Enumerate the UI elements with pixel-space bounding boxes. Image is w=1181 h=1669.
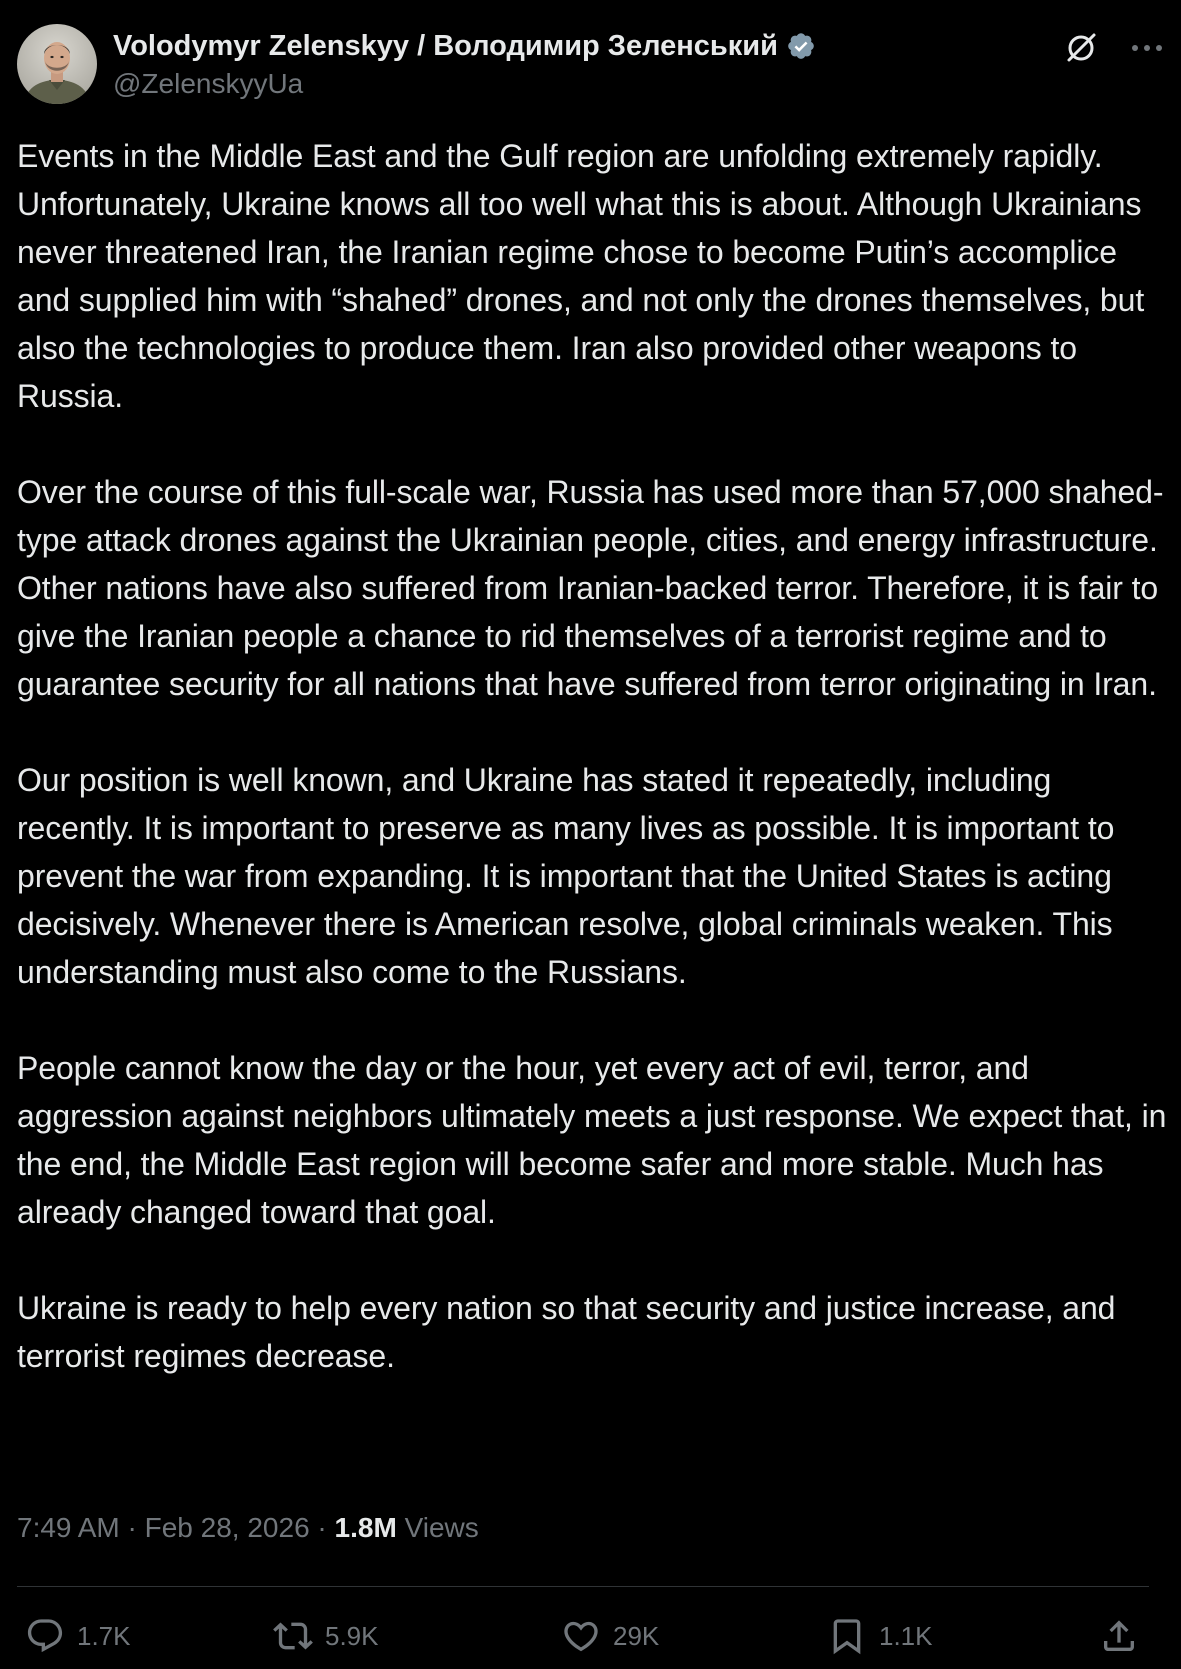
tweet-paragraph: Events in the Middle East and the Gulf region are unfolding extremely rapidly. Unfortunately, Ukraine knows all too well what this is about. Although Ukrainians never threatened Iran, the Iranian regime chose to become Putin’s accomplice and supplied him with “shahed” drones, and not only the drones themselves, but also the technologies to produce them. Iran also provided other weapons to Russia. [17, 138, 1145, 414]
tweet-header [17, 24, 1167, 104]
more-icon[interactable] [1127, 28, 1167, 68]
header-actions [1061, 28, 1167, 68]
reply-button[interactable] [25, 1614, 131, 1658]
display-name[interactable]: Volodymyr Zelenskyy / Володимир Зеленський [113, 29, 778, 62]
author-names [113, 28, 816, 100]
display-name-row [113, 28, 816, 64]
like-button[interactable] [561, 1614, 659, 1658]
views-count: 1.8M [334, 1512, 397, 1543]
views-label: Views [396, 1512, 479, 1543]
meta-separator: · [309, 1512, 335, 1543]
tweet-paragraph: People cannot know the day or the hour, yet every act of evil, terror, and aggression against neighbors ultimately meets a just response. We expect that, in the end, the Middle East region will become safer and more stable. Much has already changed toward that goal. [17, 1050, 1167, 1230]
tweet-paragraph: Ukraine is ready to help every nation so that security and justice increase, and terrorist regimes decrease. [17, 1290, 1116, 1374]
share-button[interactable] [1099, 1614, 1139, 1658]
repost-icon [273, 1616, 313, 1656]
verified-badge-icon[interactable] [786, 31, 816, 61]
post-date[interactable]: Feb 28, 2026 [144, 1512, 310, 1543]
reply-count: 1.7K [77, 1620, 131, 1651]
bookmark-count: 1.1K [879, 1620, 933, 1651]
avatar-image [17, 24, 97, 104]
heart-icon [561, 1616, 601, 1656]
meta-separator: · [119, 1512, 145, 1543]
avatar[interactable] [17, 24, 97, 104]
action-bar [17, 1614, 1149, 1658]
grok-icon[interactable] [1061, 28, 1101, 68]
tweet-text [17, 132, 1167, 1380]
bookmark-button[interactable] [827, 1614, 933, 1658]
post-time[interactable]: 7:49 AM [17, 1512, 120, 1543]
bookmark-icon [827, 1616, 867, 1656]
repost-count: 5.9K [325, 1620, 379, 1651]
tweet-paragraph: Our position is well known, and Ukraine has stated it repeatedly, including recently. It is important to preserve as many lives as possible. It is important to prevent the war from expanding. It is important that the United States is acting decisively. Whenever there is American resolve, global criminals weaken. This understanding must also come to the Russians. [17, 762, 1115, 990]
share-icon [1099, 1616, 1139, 1656]
reply-icon [25, 1616, 65, 1656]
author-handle[interactable]: @ZelenskyyUa [113, 68, 304, 99]
divider [17, 1586, 1149, 1587]
like-count: 29K [613, 1620, 660, 1651]
tweet-meta [17, 1512, 479, 1544]
repost-button[interactable] [273, 1614, 379, 1658]
tweet-paragraph: Over the course of this full-scale war, Russia has used more than 57,000 shahed-type attack drones against the Ukrainian people, cities, and energy infrastructure. Other nations have also suffered from Iranian-backed terror. Therefore, it is fair to give the Iranian people a chance to rid themselves of a terrorist regime and to guarantee security for all nations that have suffered from terror originating in Iran. [17, 474, 1164, 702]
